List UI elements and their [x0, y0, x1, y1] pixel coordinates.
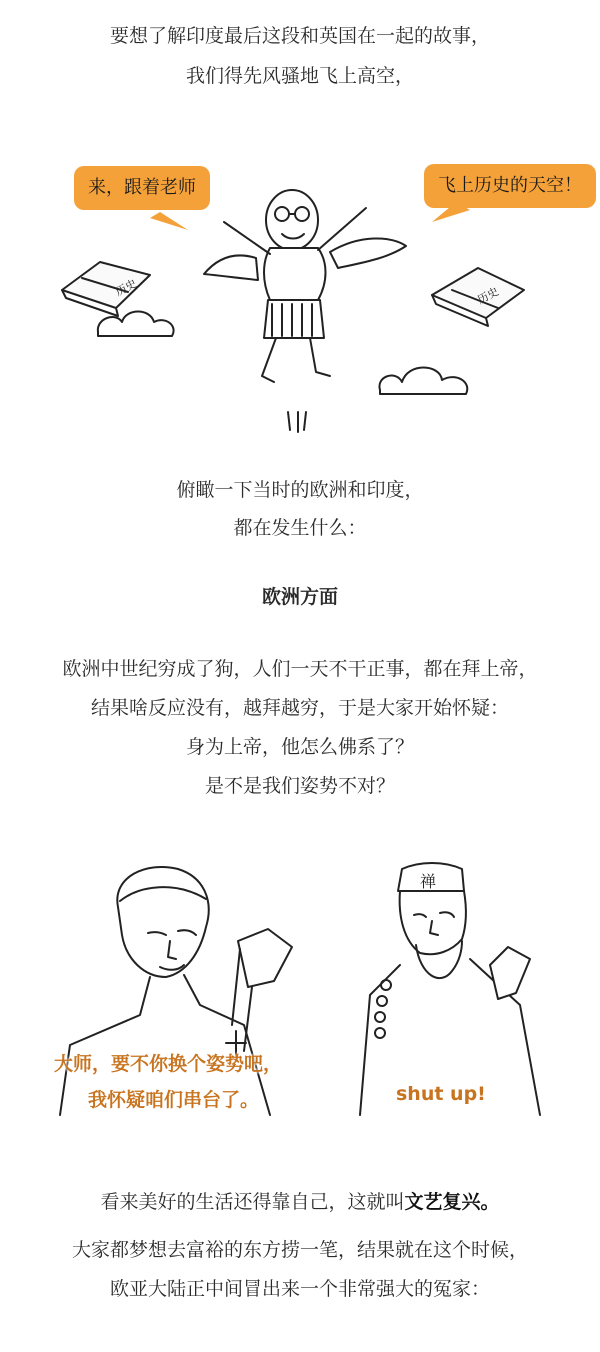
intro-line-2: 我们得先风骚地飞上高空，	[185, 65, 414, 87]
monk-icon	[360, 863, 540, 1115]
caption-left-line-1: 大师，要不你换个姿势吧，	[54, 1053, 283, 1075]
flying-teacher-illustration	[0, 150, 600, 450]
renaissance-line-1	[0, 1188, 600, 1216]
europe-line-1: 欧洲中世纪穷成了狗，人们一天不干正事，都在拜上帝，	[62, 658, 538, 680]
overview-line-2: 都在发生什么：	[233, 517, 367, 539]
renaissance-line-3: 欧亚大陆正中间冒出来一个非常强大的冤家：	[109, 1278, 490, 1300]
speech-bubble-left: 来，跟着老师	[74, 166, 210, 210]
praying-figures-illustration	[0, 855, 600, 1140]
section-heading: 欧洲方面	[261, 586, 338, 608]
hat-label: 禅	[420, 872, 437, 891]
left-book-label: 历史	[113, 276, 139, 299]
renaissance-keyword: 文艺复兴。	[404, 1191, 500, 1213]
europe-line-3: 身为上帝，他怎么佛系了？	[185, 736, 414, 758]
overview-line-1: 俯瞰一下当时的欧洲和印度，	[176, 479, 424, 501]
caption-right: shut up!	[396, 1083, 486, 1105]
renaissance-line-1-text: 看来美好的生活还得靠自己，这就叫	[100, 1191, 405, 1213]
europe-line-4: 是不是我们姿势不对？	[204, 775, 395, 797]
europe-line-2: 结果啥反应没有，越拜越穷，于是大家开始怀疑：	[90, 697, 509, 719]
left-bubble-tail-icon	[150, 212, 188, 230]
right-book-label: 历史	[475, 284, 501, 307]
right-wing-icon	[330, 238, 406, 268]
renaissance-line-2: 大家都梦想去富裕的东方捞一笔，结果就在这个时候，	[71, 1239, 528, 1261]
left-wing-icon	[204, 255, 258, 280]
cloud-left-icon	[98, 312, 174, 337]
intro-line-1: 要想了解印度最后这段和英国在一起的故事，	[109, 25, 490, 47]
caption-left-line-2: 我怀疑咱们串台了。	[88, 1089, 260, 1111]
european-man-icon	[60, 867, 292, 1115]
teacher-figure-icon	[224, 190, 366, 432]
cloud-right-icon	[379, 368, 467, 395]
speech-bubble-right: 飞上历史的天空！	[424, 164, 596, 208]
